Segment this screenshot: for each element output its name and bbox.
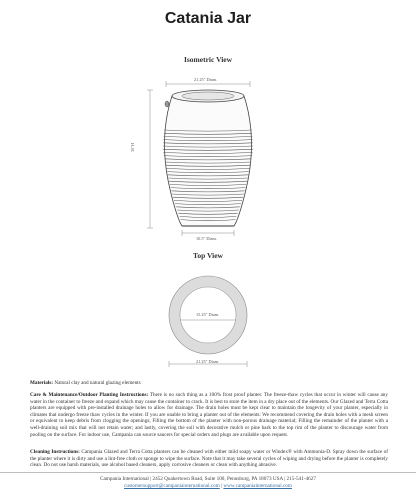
footer-address: Campania International | 2452 Quakertown Road, Suite 100, Pennsburg, PA 18073 USA | 215-541-4627	[100, 476, 316, 482]
website-link[interactable]: www.campaniainternational.com	[223, 483, 292, 489]
care-label: Care & Maintenance/Outdoor Planting Instructions:	[30, 392, 149, 398]
isometric-view-heading: Isometric View	[183, 55, 233, 64]
page-title: Catania Jar	[164, 10, 252, 27]
isometric-jar-drawing	[138, 70, 278, 250]
jar-opening	[182, 92, 234, 100]
materials-label: Materials:	[30, 380, 54, 386]
cleaning-label: Cleaning Instructions:	[30, 449, 80, 455]
care-section	[30, 392, 388, 438]
care-text: There is no such thing as a 100% frost proof planter. The freeze-thaw cycles that occur in winter will cause any water in the container to freeze and expand which may cause the container to crack. It is best to store the item in a dry place out of the elements. Our Glazed and Terra Cotta planters are equipped with pre-installed drainage holes to allow for drainage. The drain holes must be kept clear to maintain the longevity of your planter, especially in climates that undergo freeze thaw cycles in the winter. If you are unable to bring a planter out of the elements: We recommend covering the drain holes with a mesh screen or equivalent to keep debris from clogging the openings; Filling the bottom of the planter with non-porous drainage material; Filling the remainder of the planter with a well-draining soil mix that will not retain water; and lastly, covering the soil with decorative mulch or pine bark to the top rim of the planter to discourage water from pooling on the surface. For indoor use, Campania can source saucers for special orders and plugs are available upon request.	[30, 392, 388, 438]
jar-body	[165, 96, 252, 226]
footer-contact	[0, 483, 416, 489]
top-diameter-label: 21.25" Diam.	[194, 77, 218, 82]
materials-text: Natural clay and natural glazing elements	[54, 380, 141, 386]
outer-diameter-label: 21.25" Diam.	[196, 359, 220, 364]
cleaning-section	[30, 449, 388, 469]
footer-divider	[0, 472, 416, 473]
footer-separator: |	[221, 483, 223, 489]
cleaning-text: Campania Glazed and Terra Cotta planters can be cleaned with either mild soapy water or Windex® with Ammonia-D. Spray down the surface of the planter where it is dirty and use a lint-free cloth or sponge to wipe the surface. Note that it may take several cycles of wiping and drying before the planter is completely clean. Do not use harsh materials, use alcohol based cleaners, apply corrosive cleaners or clean with anything abrasive.	[30, 449, 389, 469]
email-link[interactable]: customersupport@campaniainternational.com	[124, 483, 220, 489]
bottom-diameter-label: 10.5" Diam.	[196, 236, 217, 241]
height-label: 30"H	[130, 142, 135, 152]
top-view-heading: Top View	[193, 251, 223, 260]
inner-diameter-label: 15.25" Diam.	[196, 312, 220, 317]
height-dimension-line	[147, 90, 153, 228]
materials-section	[30, 380, 388, 387]
drain-hole	[165, 101, 169, 107]
